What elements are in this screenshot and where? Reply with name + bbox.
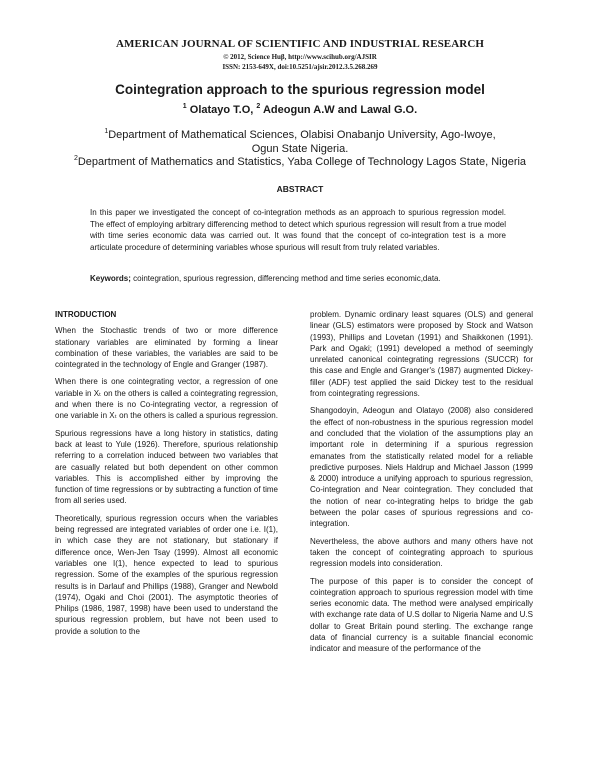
aff2-number: 2 — [73, 155, 78, 162]
issn-line: ISSN: 2153-649X, doi:10.5251/ajsir.2012.3.5.268.269 — [222, 63, 378, 71]
keywords-text: cointegration, spurious regression, differencing method and time series economic,data. — [130, 274, 441, 283]
author-line — [0, 103, 600, 116]
copyright-line: © 2012, Science Huβ, http://www.scihub.org/AJSIR — [223, 53, 377, 61]
author2-number: 2 — [256, 103, 261, 110]
right-paragraph: problem. Dynamic ordinary least squares (OLS) and general linear (GLS) estimators were proposed by Stock and Watson (1993), Phillips and Lovetan (1991) and Shaikkonen (1991). Park and Ogaki; (1991) developed a method of seemingly unrelated canonical cointegrating regressions (SUCCR) for this case and Engle and Granger's (1987) augmented Dickey-filler (ADF) test applied the said Dickey test to the residual from cointegrating regressions. — [310, 310, 533, 399]
introduction-heading: INTRODUCTION — [55, 310, 117, 319]
right-paragraph: Shangodoyin, Adeogun and Olatayo (2008) also considered the effect of non-robustness in the spurious regression model and concluded that the violation of the assumptions play an important role in determining if a spurious regression emanates from the statistically related model for a reliable predictive purposes. Niels Haldrup and Michael Jasson (1999 & 2000) introduce a unifying approach to spurious regression, Co-integration and Near cointegration. They concluded that the notion of near co-integrating helps to bridge the gab between the polar cases of spurious regressions and co-integration. — [310, 406, 533, 529]
left-column — [55, 309, 278, 643]
left-paragraph: When the Stochastic trends of two or more difference stationary variables are eliminated by forming a linear combination of these variables, the variables are said to be cointegrated in the technology of Engle and Granger (1987). — [55, 326, 278, 370]
paper-title: Cointegration approach to the spurious regression model — [115, 82, 485, 97]
abstract-text: In this paper we investigated the concept of co-integration methods as an approach to spurious regression model. The effect of employing arbitrary differencing method to detect which spurious regression will result from a true model with time series economic data was carried out. It was found that the concept of co-integration test is a more articulate procedure of determining variables whose spurious will result from truly related variables. — [90, 208, 506, 252]
aff1-line1: Department of Mathematical Sciences, Olabisi Onabanjo University, Ago-Iwoye, — [108, 129, 496, 141]
affiliation-2 — [0, 152, 600, 169]
keywords — [90, 273, 506, 285]
left-paragraph: Spurious regressions have a long history in statistics, dating back at least to Yule (1926). Therefore, spurious relationship referring to a correlation induced between two variables that are casually related but both dependent on other common variables. This is accomplished either by improving the function of time regressions or by subtracting a function of time from all series used. — [55, 428, 278, 506]
journal-name: AMERICAN JOURNAL OF SCIENTIFIC AND INDUSTRIAL RESEARCH — [115, 38, 485, 50]
keywords-label: Keywords; — [90, 274, 131, 283]
aff1-line2: Ogun State Nigeria. — [251, 143, 349, 155]
aff2-line1: Department of Mathematics and Statistics, Yaba College of Technology Lagos State, Nigeria — [77, 156, 527, 168]
right-column — [310, 309, 533, 661]
right-paragraph: The purpose of this paper is to consider the concept of cointegration approach to spurious regression model with time series economic data. The method were analysed empirically with exchange rate data of U.S dollar to Nigeria Name and U.S dollar to Great Britain pound sterling. The exchange range data of financial currency is a suitable financial economic indicator and measure of the performance of the — [310, 576, 533, 654]
abstract-heading: ABSTRACT — [276, 184, 324, 194]
author1-number: 1 — [182, 103, 187, 110]
right-paragraph: Nevertheless, the above authors and many others have not taken the concept of cointegrating approach to spurious regression models into consideration. — [310, 536, 533, 569]
left-paragraph: Theoretically, spurious regression occurs when the variables being regressed are integrated variables of order one i.e. I(1), in which case they are not stationary, but stationary if difference once, Wen-Jen Tsay (1999). Almost all economic variables one I(1), hence expected to lead to spurious regression. Some of the examples of the spurious regression results is in Darlauf and Phillips (1988), Granger and Newbold (1974), Ogaki and Choi (2001). The asymptotic theories of Philips (1986, 1987, 1998) have been used to understand the spurious regression problem, but have not been used to provide a solution to the — [55, 513, 278, 636]
author2-names: Adeogun A.W and Lawal G.O. — [262, 104, 418, 116]
author1-name: Olatayo T.O, — [189, 104, 254, 116]
left-paragraph: When there is one cointegrating vector, a regression of one variable in Xₜ on the others is called a cointegrating regression, and when there is no Co-integrating vector, a regression of one variable in Xₜ on the others is called a spurious regression. — [55, 377, 278, 421]
aff1-number: 1 — [104, 128, 109, 135]
